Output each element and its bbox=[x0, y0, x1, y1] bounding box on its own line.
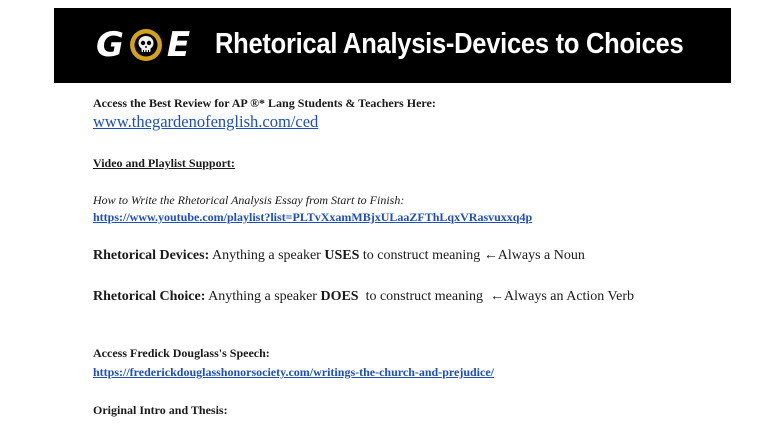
rhetorical-choice-definition bbox=[93, 289, 634, 305]
devices-text-after: to construct meaning ←Always a Noun bbox=[359, 248, 585, 263]
logo-letter-g: G bbox=[96, 25, 125, 65]
douglass-heading: Access Fredick Douglass's Speech: bbox=[93, 346, 270, 360]
intro-heading: Original Intro and Thesis: bbox=[93, 403, 228, 417]
page-title: Rhetorical Analysis-Devices to Choices bbox=[215, 28, 684, 60]
youtube-playlist-link[interactable]: https://www.youtube.com/playlist?list=PLTvXxamMBjxULaaZFThLqxVRasvuxxq4p bbox=[93, 210, 533, 224]
skull-icon bbox=[129, 28, 163, 62]
douglass-speech-link[interactable]: https://frederickdouglasshonorsociety.com/writings-the-church-and-prejudice/ bbox=[93, 365, 494, 379]
choice-emphasis: DOES bbox=[320, 289, 359, 304]
video-heading: Video and Playlist Support: bbox=[93, 156, 235, 170]
access-heading: Access the Best Review for AP ®* Lang Students & Teachers Here: bbox=[93, 96, 436, 110]
devices-term: Rhetorical Devices: bbox=[93, 248, 210, 263]
choice-text-before: Anything a speaker bbox=[205, 289, 321, 304]
choice-term: Rhetorical Choice: bbox=[93, 289, 206, 304]
rhetorical-devices-definition bbox=[93, 248, 585, 264]
garden-of-english-logo bbox=[96, 20, 191, 70]
choice-text-after: to construct meaning ←Always an Action Verb bbox=[358, 289, 634, 304]
header-banner bbox=[54, 8, 731, 83]
devices-text-before: Anything a speaker bbox=[209, 248, 325, 263]
devices-emphasis: USES bbox=[324, 248, 360, 263]
playlist-caption: How to Write the Rhetorical Analysis Essay from Start to Finish: bbox=[93, 193, 405, 207]
logo-letter-e: E bbox=[166, 25, 192, 65]
garden-of-english-link[interactable]: www.thegardenofenglish.com/ced bbox=[93, 112, 319, 131]
